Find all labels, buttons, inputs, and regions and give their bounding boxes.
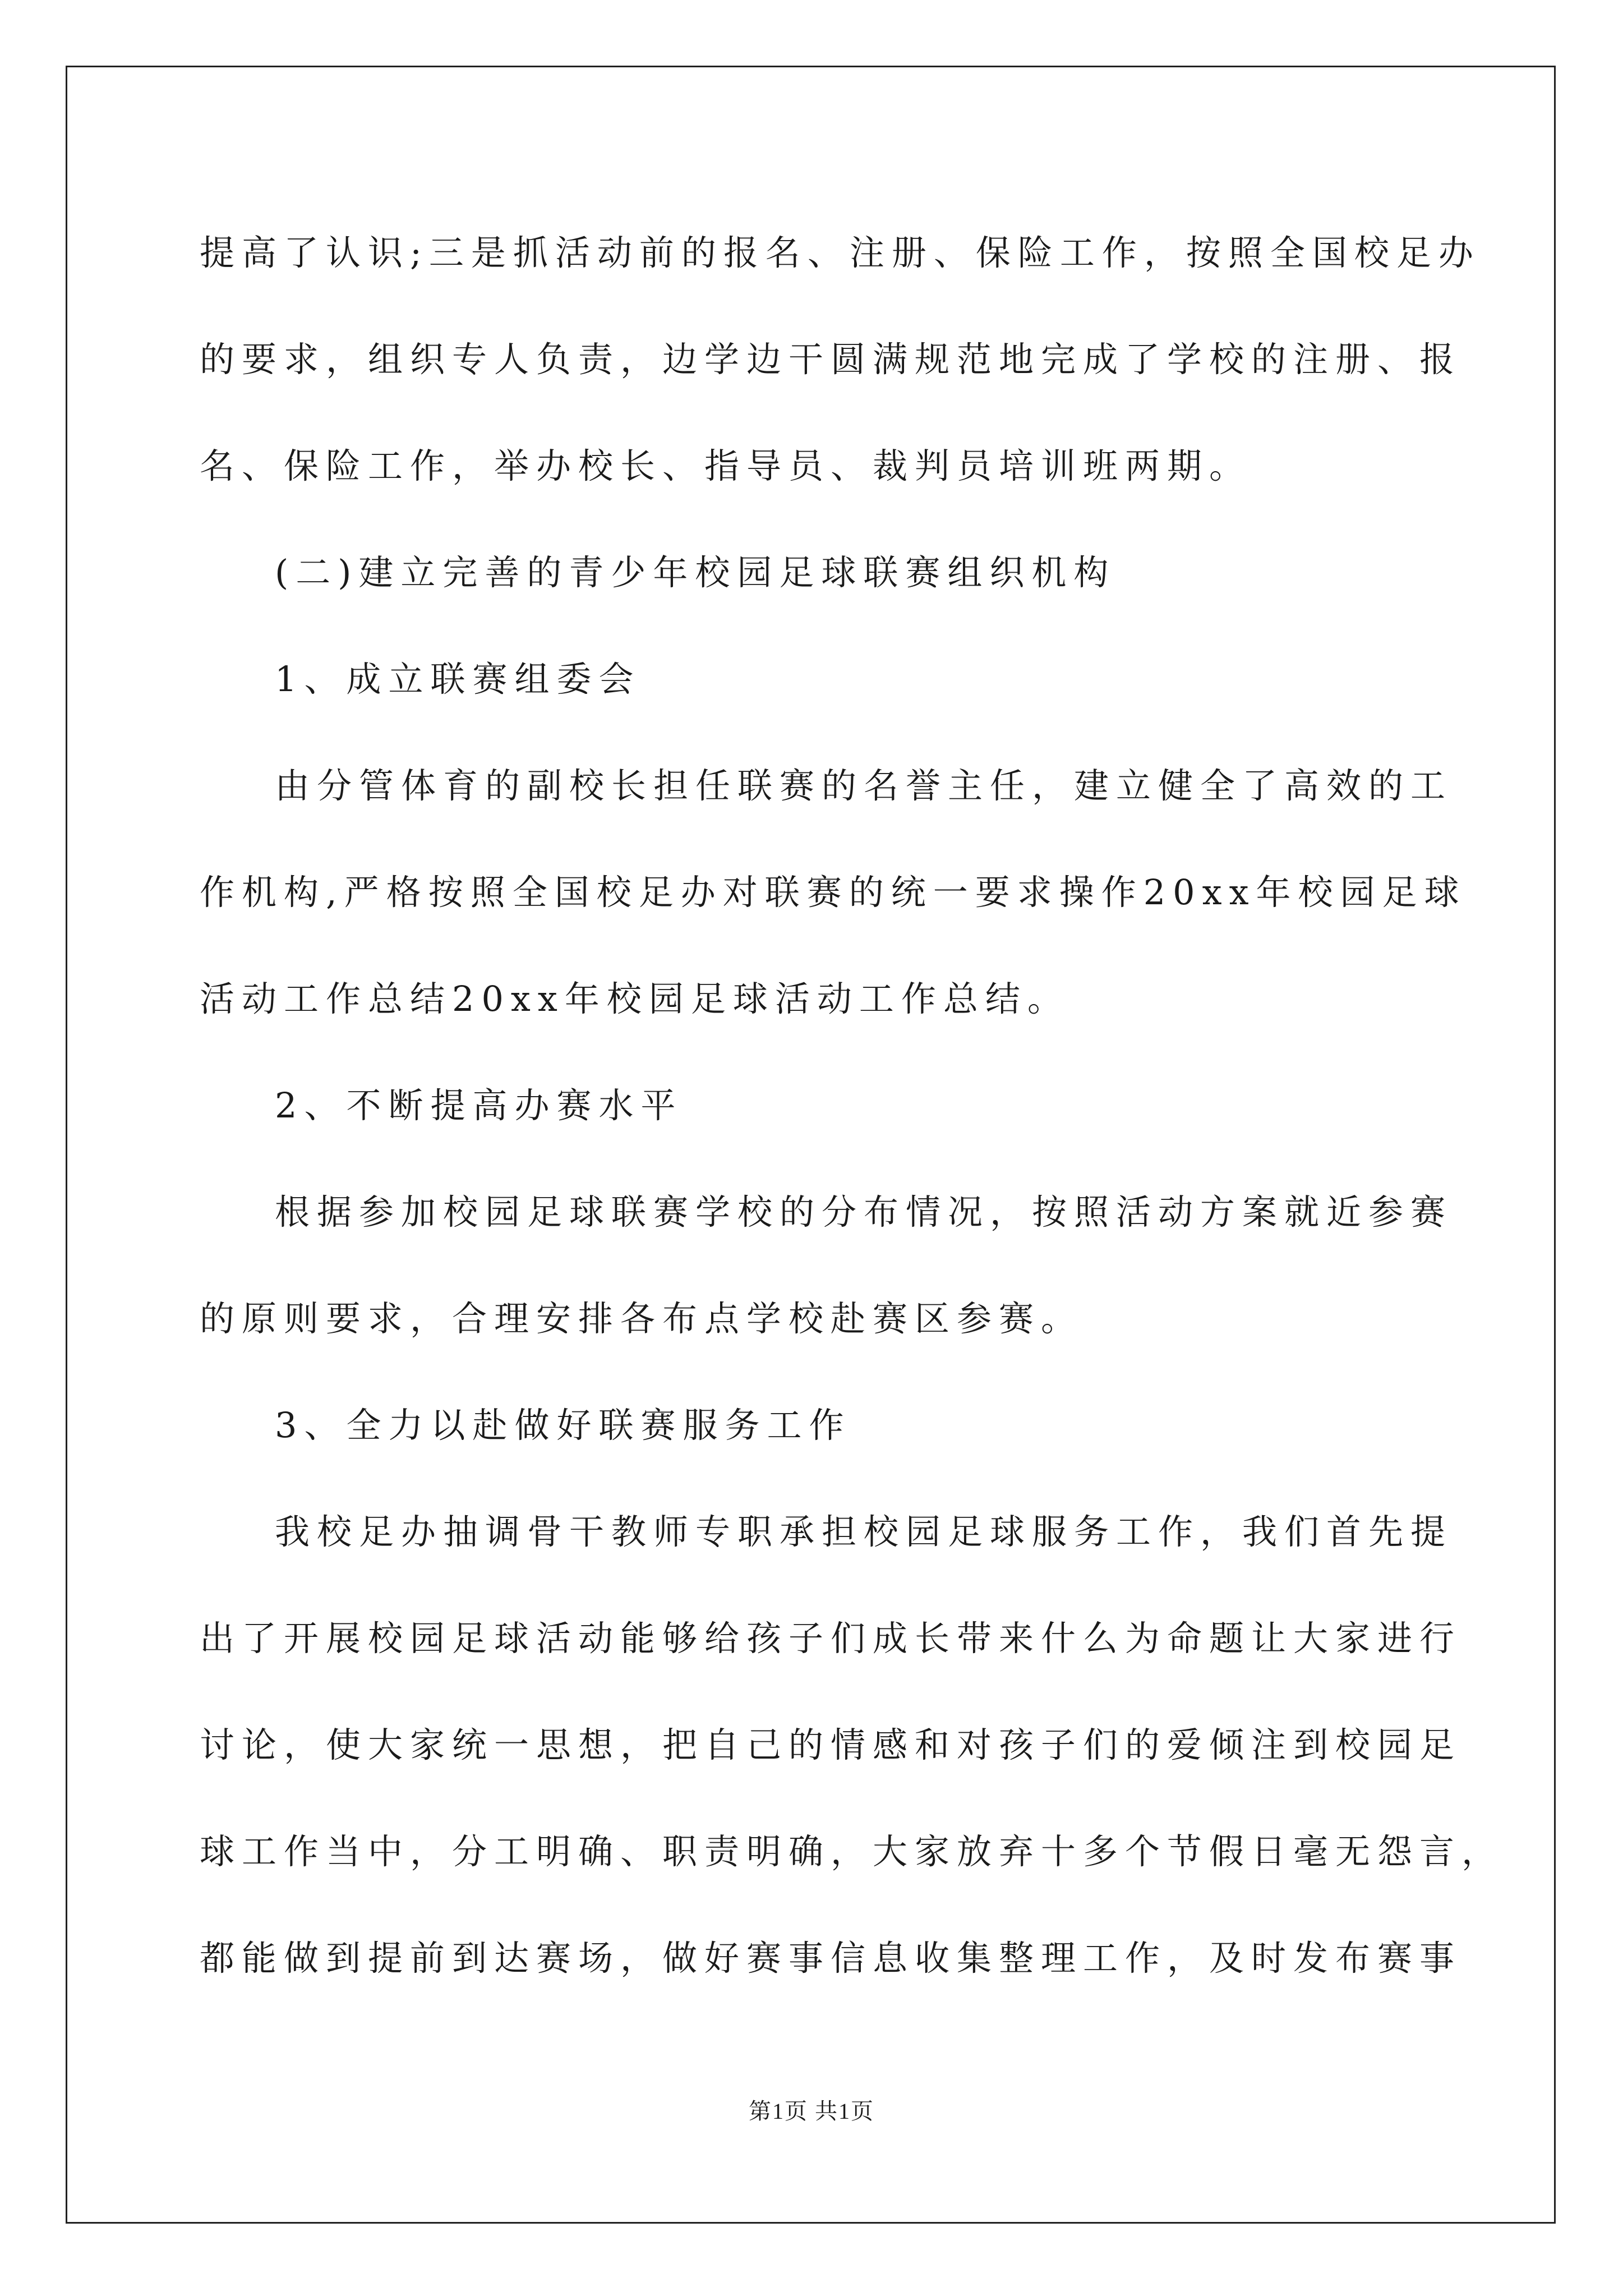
subsection-heading: 1、成立联赛组委会 — [275, 659, 641, 700]
text-line: 名、保险工作，举办校长、指导员、裁判员培训班两期。 — [200, 445, 1252, 486]
text-line: 球工作当中，分工明确、职责明确，大家放弃十多个节假日毫无怨言， — [200, 1831, 1504, 1872]
text-line: 作机构,严格按照全国校足办对联赛的统一要求操作20xx年校园足球 — [200, 872, 1467, 913]
subsection-heading: 3、全力以赴做好联赛服务工作 — [275, 1405, 851, 1446]
text-line: 我校足办抽调骨干教师专职承担校园足球服务工作，我们首先提 — [275, 1511, 1453, 1552]
text-line: 活动工作总结20xx年校园足球活动工作总结。 — [200, 978, 1069, 1019]
subsection-heading: 2、不断提高办赛水平 — [275, 1085, 683, 1126]
text-line: 都能做到提前到达赛场，做好赛事信息收集整理工作，及时发布赛事 — [200, 1938, 1462, 1978]
text-line: 根据参加校园足球联赛学校的分布情况，按照活动方案就近参赛 — [275, 1191, 1453, 1232]
text-line: 的要求，组织专人负责，边学边干圆满规范地完成了学校的注册、报 — [200, 339, 1462, 380]
page-border — [66, 66, 1556, 2224]
text-line: 由分管体育的副校长担任联赛的名誉主任，建立健全了高效的工 — [275, 765, 1453, 806]
text-line: 的原则要求，合理安排各布点学校赴赛区参赛。 — [200, 1298, 1083, 1339]
section-heading: (二)建立完善的青少年校园足球联赛组织机构 — [275, 552, 1116, 593]
text-line: 出了开展校园足球活动能够给孩子们成长带来什么为命题让大家进行 — [200, 1618, 1462, 1659]
text-line: 讨论，使大家统一思想，把自己的情感和对孩子们的爱倾注到校园足 — [200, 1724, 1462, 1765]
text-line: 提高了认识;三是抓活动前的报名、注册、保险工作，按照全国校足办 — [200, 232, 1481, 273]
page-number-footer: 第1页 共1页 — [749, 2099, 874, 2124]
